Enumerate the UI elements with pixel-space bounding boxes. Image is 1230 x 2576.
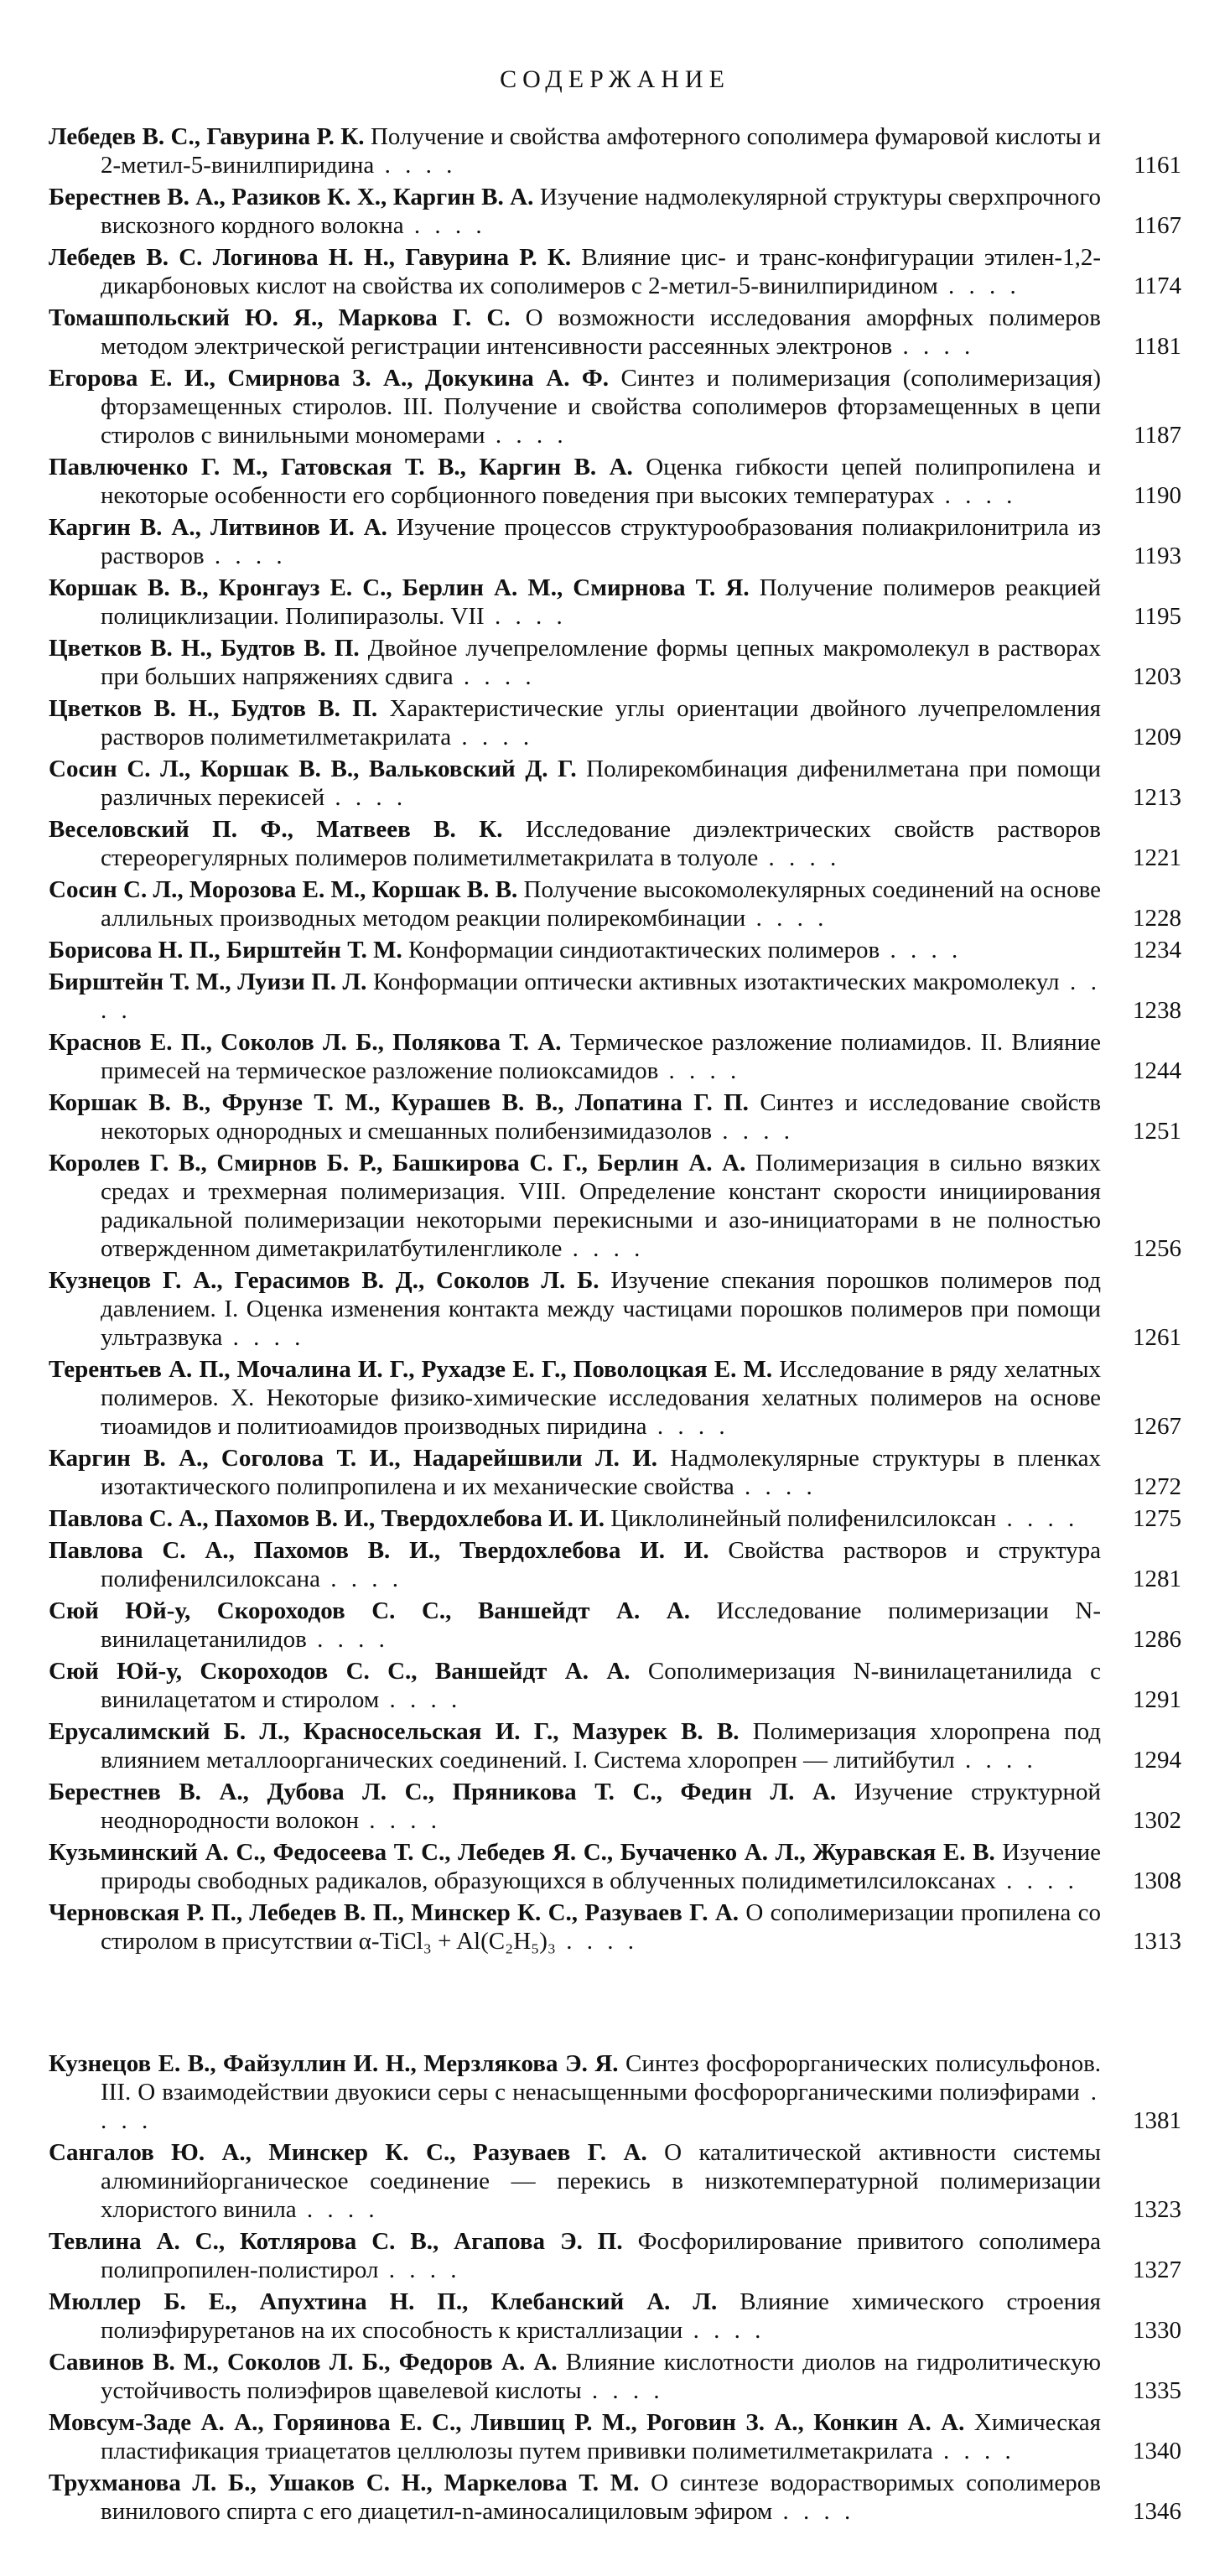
entry-authors: Ерусалимский Б. Л., Красносельская И. Г., Мазурек В. В. [49, 1718, 740, 1745]
leader-dots: . . . . [306, 1626, 389, 1653]
page-number: 1308 [1133, 1867, 1181, 1894]
entry-title: Изучение надмолекулярной структуры сверхпрочного вискозного кордного волокна [101, 184, 1101, 239]
entry-text [49, 243, 1101, 300]
entry-text [49, 2348, 1101, 2405]
entry-text [49, 1657, 1101, 1714]
entry-title: Получение полимеров реакцией полициклизации. Полипиразолы. VII [101, 574, 1102, 630]
page-number: 1323 [1133, 2196, 1181, 2223]
toc-entry [49, 2138, 1181, 2224]
entry-title: Полирекомбинация дифенилметана при помощи различных перекисей [101, 756, 1102, 811]
entry-title: Влияние кислотности диолов на гидролитическую устойчивость полиэфиров щавелевой кислоты [101, 2349, 1102, 2404]
leader-dots: . . . . [359, 1807, 442, 1834]
entry-text [49, 936, 1101, 964]
entry-authors: Сюй Юй-у, Скороходов С. С., Ваншейдт А. А. [49, 1658, 631, 1685]
page-number: 1335 [1133, 2377, 1181, 2404]
leader-dots: . . . . [934, 482, 1017, 509]
entry-authors: Павлюченко Г. М., Гатовская Т. В., Каргин В. А. [49, 454, 633, 480]
leader-dots: . . . . [954, 1747, 1037, 1774]
entry-authors: Каргин В. А., Литвинов И. А. [49, 514, 387, 541]
entry-authors: Цветков В. Н., Будтов В. П. [49, 695, 378, 722]
entry-authors: Трухманова Л. Б., Ушаков С. Н., Маркелова Т. М. [49, 2470, 640, 2496]
entry-authors: Коршак В. В., Кронгауз Е. С., Берлин А. М., Смирнова Т. Я. [49, 574, 750, 601]
leader-dots: . . . . [646, 1413, 729, 1440]
page-number: 1190 [1134, 482, 1181, 509]
entry-text [49, 183, 1101, 240]
entry-title: Влияние цис- и транс-конфигурации этилен-1,2-дикарбоновых кислот на свойства их сополимеров с 2-метил-5-винилпиридином [101, 244, 1101, 299]
entry-authors: Тевлина А. С., Котлярова С. В., Агапова Э. П. [49, 2228, 623, 2255]
entry-text [49, 1898, 1101, 1955]
toc-entry [49, 1444, 1181, 1501]
leader-dots: . . . . [772, 2498, 855, 2525]
toc-entry [49, 364, 1181, 449]
entry-text [49, 1149, 1101, 1263]
page-number: 1221 [1133, 844, 1181, 871]
toc-entry [49, 1778, 1181, 1835]
page-number: 1167 [1134, 212, 1181, 239]
toc-entry [49, 875, 1181, 932]
toc-entry [49, 453, 1181, 510]
page-number: 1234 [1133, 937, 1181, 963]
entry-text [49, 755, 1101, 812]
entry-title: Характеристические углы ориентации двойного лучепреломления растворов полиметилметакрилата [101, 695, 1102, 750]
section-gap [49, 1959, 1181, 2049]
toc-entry [49, 183, 1181, 240]
entry-title: Изучение структурной неоднородности волокон [101, 1779, 1102, 1834]
leader-dots: . . . . [892, 333, 975, 360]
entry-title: Фосфорилирование привитого сополимера полипропилен-полистирол [101, 2228, 1102, 2283]
page-number: 1267 [1133, 1413, 1181, 1440]
entry-authors: Лебедев В. С. Логинова Н. Н., Гавурина Р. К. [49, 244, 572, 271]
entry-authors: Терентьев А. П., Мочалина И. Г., Рухадзе Е. Г., Поволоцкая Е. М. [49, 1356, 773, 1383]
toc-entry [49, 755, 1181, 812]
leader-dots: . . . . [996, 1505, 1079, 1532]
entry-authors: Мовсум-Заде А. А., Горяинова Е. С., Лившиц Р. М., Роговин З. А., Конкин А. А. [49, 2409, 965, 2436]
entry-title: Синтез фосфорорганических полисульфонов. III. О взаимодействии двуокиси серы с ненасыщенными фосфорорганическими полиэфирами [101, 2050, 1102, 2106]
page-number: 1187 [1134, 422, 1181, 449]
page-number: 1286 [1133, 1626, 1181, 1653]
toc-entry [49, 1597, 1181, 1654]
page-number: 1244 [1133, 1057, 1181, 1084]
entry-title: О синтезе водорастворимых сополимеров винилового спирта с его диацетил-n-аминосалициловым эфиром [101, 2470, 1101, 2525]
entry-title: Надмолекулярные структуры в пленках изотактического полипропилена и их механические свойства [101, 1445, 1101, 1500]
entry-title: Исследование диэлектрических свойств растворов стереорегулярных полимеров полиметилметакрилата в толуоле [101, 816, 1101, 871]
leader-dots: . . . . [937, 273, 1020, 299]
entry-title: Оценка гибкости цепей полипропилена и некоторые особенности его сорбционного поведения при высоких температурах [101, 454, 1101, 509]
entry-text [49, 364, 1101, 449]
entry-authors: Королев Г. В., Смирнов Б. Р., Башкирова С. Г., Берлин А. А. [49, 1150, 746, 1176]
entry-text [49, 2227, 1101, 2284]
entry-authors: Кузнецов Г. А., Герасимов В. Д., Соколов Л. Б. [49, 1267, 599, 1294]
page-number: 1203 [1133, 663, 1181, 690]
entry-title: Свойства растворов и структура полифенилсилоксана [101, 1537, 1101, 1592]
entry-authors: Бирштейн Т. М., Луизи П. Л. [49, 969, 367, 995]
toc-entry [49, 1536, 1181, 1593]
toc-entry [49, 936, 1181, 964]
toc-entry [49, 2348, 1181, 2405]
page-number: 1275 [1133, 1505, 1181, 1532]
leader-dots: . . . . [562, 1235, 645, 1262]
entry-authors: Савинов В. М., Соколов Л. Б., Федоров А. А. [49, 2349, 558, 2376]
entry-title: О возможности исследования аморфных полимеров методом электрической регистрации интенсивности рассеянных электронов [101, 304, 1101, 360]
toc-entry [49, 1838, 1181, 1895]
toc-entry [49, 1657, 1181, 1714]
entry-authors: Томашпольский Ю. Я., Маркова Г. С. [49, 304, 511, 331]
toc-entry [49, 694, 1181, 751]
toc-entry [49, 2227, 1181, 2284]
toc-entry [49, 2408, 1181, 2465]
entry-text [49, 1444, 1101, 1501]
page-number: 1281 [1133, 1566, 1181, 1592]
page-number: 1346 [1133, 2498, 1181, 2525]
entry-authors: Павлова С. А., Пахомов В. И., Твердохлебова И. И. [49, 1505, 605, 1532]
entry-authors: Берестнев В. А., Дубова Л. С., Пряникова Т. С., Федин Л. А. [49, 1779, 837, 1805]
leader-dots: . . . . [379, 1686, 462, 1713]
entry-text [49, 2138, 1101, 2224]
page-number: 1193 [1134, 543, 1181, 569]
entry-authors: Сосин С. Л., Коршак В. В., Вальковский Д. Г. [49, 756, 577, 782]
entry-title: Полимеризация в сильно вязких средах и трехмерная полимеризация. VIII. Определение констант скорости инициирования радикальной полимеризации некоторыми перекисными и азо-инициаторами в не полностью отвержденном диметакрилатбутиленгликоле [101, 1150, 1101, 1262]
entry-title: Циклолинейный полифенилсилоксан [610, 1505, 997, 1532]
entry-authors: Сюй Юй-у, Скороходов С. С., Ваншейдт А. А. [49, 1597, 690, 1624]
entry-title: Исследование в ряду хелатных полимеров. X. Некоторые физико-химические исследования хелатных полимеров на основе тиоамидов и политиоамидов производных пиридина [101, 1356, 1102, 1440]
entry-text [49, 2288, 1101, 2345]
toc-entry [49, 968, 1181, 1025]
entry-authors: Каргин В. А., Соголова Т. И., Надарейшвили Л. И. [49, 1445, 658, 1472]
entry-title: О сополимеризации пропилена со стиролом в присутствии α-TiCl₃ + Al(C₂H₅)₃ [101, 1899, 1102, 1955]
entry-authors: Краснов Е. П., Соколов Л. Б., Полякова Т. А. [49, 1029, 562, 1056]
leader-dots: . . . . [485, 422, 568, 449]
leader-dots: . . . . [581, 2377, 664, 2404]
leader-dots: . . . . [556, 1928, 639, 1955]
entry-text [49, 694, 1101, 751]
entry-text [49, 304, 1101, 361]
leader-dots: . . . . [101, 969, 1102, 1024]
page-number: 1294 [1133, 1747, 1181, 1774]
entry-title: Химическая пластификация триацетатов целлюлозы путем прививки полиметилметакрилата [101, 2409, 1102, 2464]
toc-entry [49, 513, 1181, 570]
entry-authors: Сангалов Ю. А., Минскер К. С., Разуваев Г. А. [49, 2139, 647, 2166]
leader-dots: . . . . [374, 152, 457, 179]
toc-entry [49, 634, 1181, 691]
page-number: 1340 [1133, 2438, 1181, 2464]
entry-title: Влияние химического строения полиэфируретанов на их способность к кристаллизации [101, 2288, 1101, 2344]
entry-title: О каталитической активности системы алюминийорганическое соединение — перекись в низкотемпературной полимеризации хлористого винила [101, 2139, 1102, 2223]
leader-dots: . . . . [712, 1118, 795, 1145]
toc-entry [49, 1088, 1181, 1145]
page-number: 1256 [1133, 1235, 1181, 1262]
leader-dots: . . . . [222, 1324, 305, 1351]
page-title: СОДЕРЖАНИЕ [500, 65, 730, 93]
leader-dots: . . . . [320, 1566, 403, 1592]
page-number: 1181 [1134, 333, 1181, 360]
toc-entry [49, 1504, 1181, 1533]
entry-title: Термическое разложение полиамидов. II. Влияние примесей на термическое разложение полиоксамидов [101, 1029, 1101, 1084]
entry-title: Синтез и исследование свойств некоторых однородных и смешанных полибензимидазолов [101, 1089, 1102, 1145]
leader-dots: . . . . [484, 603, 567, 630]
entry-text [49, 1778, 1101, 1835]
leader-dots: . . . . [995, 1867, 1078, 1894]
entry-text [49, 2469, 1101, 2526]
entry-text [49, 122, 1101, 179]
leader-dots: . . . . [682, 2317, 766, 2344]
entry-authors: Веселовский П. Ф., Матвеев В. К. [49, 816, 503, 843]
entry-authors: Коршак В. В., Фрунзе Т. М., Курашев В. В., Лопатина Г. П. [49, 1089, 749, 1116]
entry-authors: Цветков В. Н., Будтов В. П. [49, 635, 360, 662]
page-number: 1291 [1133, 1686, 1181, 1713]
toc-entry [49, 1266, 1181, 1352]
entry-authors: Черновская Р. П., Лебедев В. П., Минскер К. С., Разуваев Г. А. [49, 1899, 740, 1926]
entry-authors: Кузьминский А. С., Федосеева Т. С., Лебедев Я. С., Бучаченко А. Л., Журавская Е. В. [49, 1839, 995, 1866]
leader-dots: . . . . [734, 1473, 817, 1500]
entry-authors: Мюллер Б. Е., Апухтина Н. П., Клебанский А. Л. [49, 2288, 718, 2315]
page-number: 1228 [1133, 905, 1181, 932]
entry-text [49, 1504, 1101, 1533]
leader-dots: . . . . [324, 784, 407, 811]
leader-dots: . . . . [451, 724, 534, 750]
leader-dots: . . . . [658, 1057, 741, 1084]
page-number: 1327 [1133, 2257, 1181, 2283]
toc-entry [49, 304, 1181, 361]
table-of-contents [49, 122, 1181, 2526]
entry-title: Получение высокомолекулярных соединений на основе аллильных производных методом реакции полирекомбинации [101, 876, 1101, 932]
toc-entry [49, 2288, 1181, 2345]
toc-entry [49, 815, 1181, 872]
leader-dots: . . . . [453, 663, 536, 690]
toc-entry [49, 1898, 1181, 1955]
toc-entry [49, 1717, 1181, 1774]
page-number: 1313 [1133, 1928, 1181, 1955]
toc-entry [49, 2049, 1181, 2135]
toc-entry [49, 122, 1181, 179]
entry-authors: Лебедев В. С., Гавурина Р. К. [49, 123, 365, 150]
entry-text [49, 1088, 1101, 1145]
entry-text [49, 1536, 1101, 1593]
entry-title: Конформации синдиотактических полимеров [408, 937, 880, 963]
page-number: 1272 [1133, 1473, 1181, 1500]
entry-authors: Сосин С. Л., Морозова Е. М., Коршак В. В. [49, 876, 518, 903]
entry-text [49, 2049, 1101, 2135]
leader-dots: . . . . [880, 937, 963, 963]
entry-text [49, 574, 1101, 631]
toc-entry [49, 1355, 1181, 1441]
page-number: 1330 [1133, 2317, 1181, 2344]
entry-title: Изучение спекания порошков полимеров под давлением. I. Оценка изменения контакта между частицами порошков полимеров при помощи ультразвука [101, 1267, 1102, 1351]
toc-entry [49, 243, 1181, 300]
entry-text [49, 1028, 1101, 1085]
entry-title: Изучение природы свободных радикалов, образующихся в облученных полидиметилсилоксанах [101, 1839, 1101, 1894]
page-number: 1381 [1133, 2107, 1181, 2134]
toc-entry [49, 1028, 1181, 1085]
page-number: 1213 [1133, 784, 1181, 811]
entry-title: Исследование полимеризации N-винилацетанилидов [101, 1597, 1102, 1653]
leader-dots: . . . . [101, 2079, 1102, 2134]
toc-entry [49, 1149, 1181, 1263]
entry-text [49, 1838, 1101, 1895]
leader-dots: . . . . [204, 543, 287, 569]
entry-text [49, 875, 1101, 932]
entry-authors: Кузнецов Е. В., Файзуллин И. Н., Мерзлякова Э. Я. [49, 2050, 619, 2077]
page-number: 1261 [1133, 1324, 1181, 1351]
entry-title: Получение и свойства амфотерного сополимера фумаровой кислоты и 2-метил-5-винилпиридина [101, 123, 1101, 179]
entry-text [49, 1597, 1101, 1654]
page-number: 1302 [1133, 1807, 1181, 1834]
entry-title: Двойное лучепреломление формы цепных макромолекул в растворах при больших напряжениях сдвига [101, 635, 1102, 690]
leader-dots: . . . . [378, 2257, 461, 2283]
leader-dots: . . . . [296, 2196, 379, 2223]
entry-text [49, 453, 1101, 510]
entry-text [49, 634, 1101, 691]
entry-title: Конформации оптически активных изотактических макромолекул [372, 969, 1060, 995]
leader-dots: . . . . [932, 2438, 1015, 2464]
entry-title: Сополимеризация N-винилацетанилида с винилацетатом и стиролом [101, 1658, 1102, 1713]
entry-authors: Борисова Н. П., Бирштейн Т. М. [49, 937, 402, 963]
entry-title: Изучение процессов структурообразования полиакрилонитрила из растворов [101, 514, 1101, 569]
page-number: 1238 [1133, 997, 1181, 1024]
page-number: 1251 [1133, 1118, 1181, 1145]
entry-text [49, 968, 1101, 1025]
entry-title: Полимеризация хлоропрена под влиянием металлоорганических соединений. I. Система хлоропрен — литийбутил [101, 1718, 1101, 1774]
entry-text [49, 1266, 1101, 1352]
leader-dots: . . . . [403, 212, 486, 239]
entry-authors: Егорова Е. И., Смирнова З. А., Докукина А. Ф. [49, 365, 610, 392]
entry-authors: Павлова С. А., Пахомов В. И., Твердохлебова И. И. [49, 1537, 709, 1564]
entry-text [49, 513, 1101, 570]
entry-authors: Берестнев В. А., Разиков К. Х., Каргин В. А. [49, 184, 534, 210]
entry-text [49, 1355, 1101, 1441]
page-number: 1174 [1134, 273, 1181, 299]
page-number: 1161 [1134, 152, 1181, 179]
entry-text [49, 2408, 1101, 2465]
page-number: 1209 [1133, 724, 1181, 750]
leader-dots: . . . . [745, 905, 828, 932]
entry-title: Синтез и полимеризация (сополимеризация) фторзамещенных стиролов. III. Получение и свойства сополимеров фторзамещенных в цепи стиролов с винильными мономерами [101, 365, 1101, 449]
toc-entry [49, 574, 1181, 631]
entry-text [49, 1717, 1101, 1774]
leader-dots: . . . . [758, 844, 841, 871]
entry-text [49, 815, 1101, 872]
toc-entry [49, 2469, 1181, 2526]
page-number: 1195 [1134, 603, 1181, 630]
